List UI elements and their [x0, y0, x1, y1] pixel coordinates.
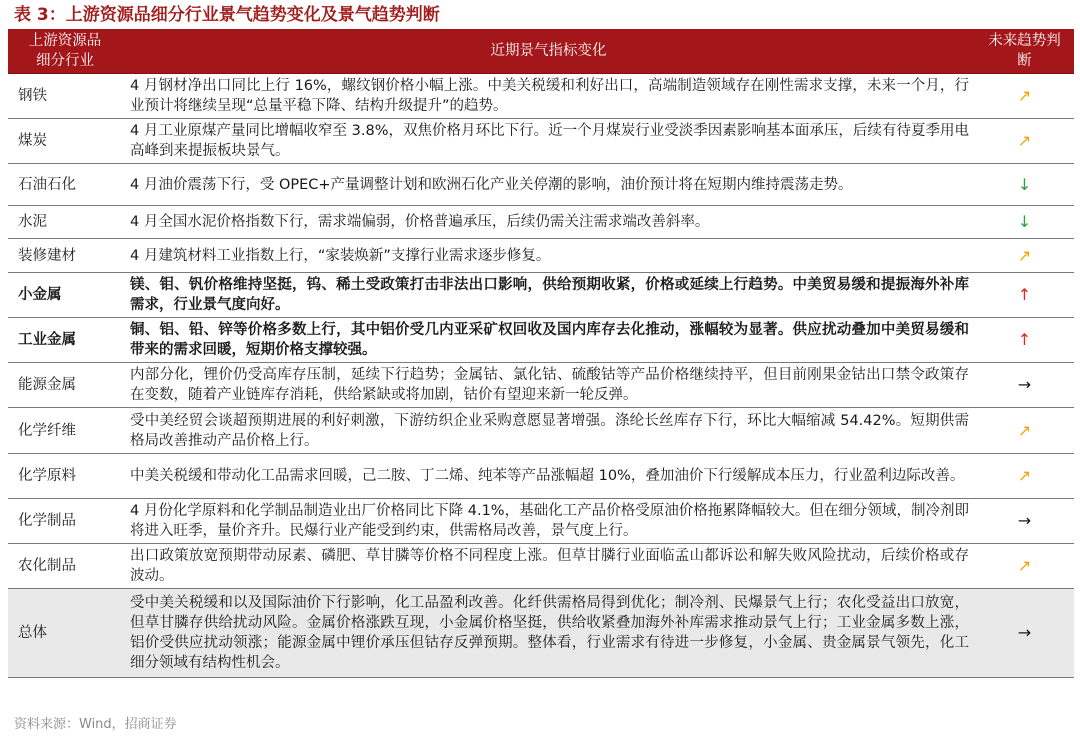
header-industry-line1: 上游资源品 [28, 33, 102, 49]
trend-cell [975, 544, 1074, 589]
arrow-right-icon: → [1017, 375, 1032, 394]
header-future-trend [975, 29, 1074, 74]
table-row [8, 206, 1074, 239]
header-trend-line2: 断 [1017, 53, 1032, 69]
industry-name-cell: 钢铁 [8, 74, 122, 119]
arrow-down-icon: ↓ [1017, 174, 1032, 194]
arrow-up-right-icon: ↗ [1017, 466, 1032, 485]
industry-name-cell: 化学制品 [8, 499, 122, 544]
industry-name-cell: 小金属 [8, 273, 122, 318]
industry-name-cell: 农化制品 [8, 544, 122, 589]
trend-cell [975, 119, 1074, 164]
arrow-up-right-icon: ↗ [1017, 86, 1032, 105]
indicator-change-cell: 受中美经贸会谈超预期进展的利好刺激，下游纺织企业采购意愿显著增强。涤纶长丝库存下行，环比大幅缩减 54.42%。短期供需格局改善推动产品价格上行。 [122, 408, 975, 454]
indicator-change-cell: 内部分化，锂价仍受高库存压制，延续下行趋势；金属钴、氯化钴、硫酸钴等产品价格继续持平，但目前刚果金钴出口禁令政策存在变数，随着产业链库存消耗，供给紧缺或将加剧，钴价有望迎来新一轮反弹。 [122, 363, 975, 408]
header-industry [8, 29, 122, 74]
table-row [8, 164, 1074, 206]
industry-name-cell: 化学纤维 [8, 408, 122, 454]
table-row [8, 119, 1074, 164]
table-row [8, 544, 1074, 589]
header-indicator-change: 近期景气指标变化 [122, 29, 975, 74]
trend-cell [975, 408, 1074, 454]
arrow-up-icon: ↑ [1017, 330, 1032, 349]
industry-name-cell: 装修建材 [8, 239, 122, 273]
industry-name-cell: 煤炭 [8, 119, 122, 164]
arrow-up-right-icon: ↗ [1017, 420, 1032, 440]
table-row [8, 273, 1074, 318]
table-row [8, 589, 1074, 678]
industry-name-cell: 总体 [8, 589, 122, 678]
trend-cell [975, 363, 1074, 408]
indicator-change-cell: 4 月工业原煤产量同比增幅收窄至 3.8%，双焦价格月环比下行。近一个月煤炭行业受淡季因素影响基本面承压，后续有待夏季用电高峰到来提振板块景气。 [122, 119, 975, 164]
trend-cell [975, 74, 1074, 119]
header-industry-line2: 细分行业 [36, 53, 94, 69]
industry-name-cell: 工业金属 [8, 318, 122, 363]
indicator-change-cell: 4 月油价震荡下行，受 OPEC+产量调整计划和欧洲石化产业关停潮的影响，油价预计将在短期内维持震荡走势。 [122, 164, 975, 206]
indicator-change-cell: 4 月份化学原料和化学制品制造业出厂价格同比下降 4.1%，基础化工产品价格受原油价格拖累降幅较大。但在细分领域，制冷剂即将进入旺季，量价齐升。民爆行业产能受到约束，供需格局改善，景气度上行。 [122, 499, 975, 544]
industry-name-cell: 水泥 [8, 206, 122, 239]
table-row [8, 74, 1074, 119]
header-trend-line1: 未来趋势判 [988, 33, 1061, 49]
trend-cell [975, 273, 1074, 318]
trend-cell [975, 206, 1074, 239]
table-header-row [8, 29, 1074, 74]
trend-cell [975, 499, 1074, 544]
table-row [8, 318, 1074, 363]
arrow-up-icon: ↑ [1017, 285, 1032, 304]
table-row [8, 454, 1074, 499]
trend-cell [975, 239, 1074, 273]
indicator-change-cell: 铜、铝、铅、锌等价格多数上行，其中铝价受几内亚采矿权回收及国内库存去化推动，涨幅较为显著。供应扰动叠加中美贸易缓和带来的需求回暖，短期价格支撑较强。 [122, 318, 975, 363]
source-note: 资料来源：Wind，招商证券 [14, 717, 177, 732]
industry-name-cell: 石油石化 [8, 164, 122, 206]
arrow-right-icon: → [1017, 623, 1032, 642]
arrow-up-right-icon: ↗ [1017, 245, 1032, 265]
arrow-down-icon: ↓ [1017, 212, 1032, 231]
table-row [8, 408, 1074, 454]
trend-cell [975, 164, 1074, 206]
indicator-change-cell: 4 月全国水泥价格指数下行，需求端偏弱，价格普遍承压，后续仍需关注需求端改善斜率。 [122, 206, 975, 239]
industry-trend-table [8, 29, 1074, 678]
indicator-change-cell: 镁、钼、钒价格维持坚挺，钨、稀土受政策打击非法出口影响，供给预期收紧，价格或延续上行趋势。中美贸易缓和提振海外补库需求，行业景气度向好。 [122, 273, 975, 318]
arrow-up-right-icon: ↗ [1017, 556, 1032, 575]
trend-cell [975, 318, 1074, 363]
trend-cell [975, 454, 1074, 499]
indicator-change-cell: 4 月钢材净出口同比上行 16%，螺纹钢价格小幅上涨。中美关税缓和利好出口，高端制造领域存在刚性需求支撑，未来一个月，行业预计将继续呈现“总量平稳下降、结构升级提升”的趋势。 [122, 74, 975, 119]
trend-cell [975, 589, 1074, 678]
indicator-change-cell: 4 月建筑材料工业指数上行，“家装焕新”支撑行业需求逐步修复。 [122, 239, 975, 273]
table-row [8, 363, 1074, 408]
industry-name-cell: 化学原料 [8, 454, 122, 499]
table-row [8, 499, 1074, 544]
table-title: 表 3：上游资源品细分行业景气趋势变化及景气趋势判断 [14, 5, 440, 25]
indicator-change-cell: 中美关税缓和带动化工品需求回暖，己二胺、丁二烯、纯苯等产品涨幅超 10%，叠加油价下行缓解成本压力，行业盈利边际改善。 [122, 454, 975, 499]
table-row [8, 239, 1074, 273]
indicator-change-cell: 受中美关税缓和以及国际油价下行影响，化工品盈利改善。化纤供需格局得到优化；制冷剂、民爆景气上行；农化受益出口放宽，但草甘膦存供给扰动风险。金属价格涨跌互现，小金属价格坚挺，供给收紧叠加海外补库需求推动景气上行；工业金属多数上涨，铝价受供应扰动领涨；能源金属中锂价承压但钴存反弹预期。整体看，行业需求有待进一步修复，小金属、贵金属景气领先，化工细分领域有结构性机会。 [122, 589, 975, 678]
arrow-right-icon: → [1017, 511, 1032, 530]
arrow-up-right-icon: ↗ [1017, 131, 1032, 150]
indicator-change-cell: 出口政策放宽预期带动尿素、磷肥、草甘膦等价格不同程度上涨。但草甘膦行业面临孟山都诉讼和解失败风险扰动，后续价格或存波动。 [122, 544, 975, 589]
industry-name-cell: 能源金属 [8, 363, 122, 408]
